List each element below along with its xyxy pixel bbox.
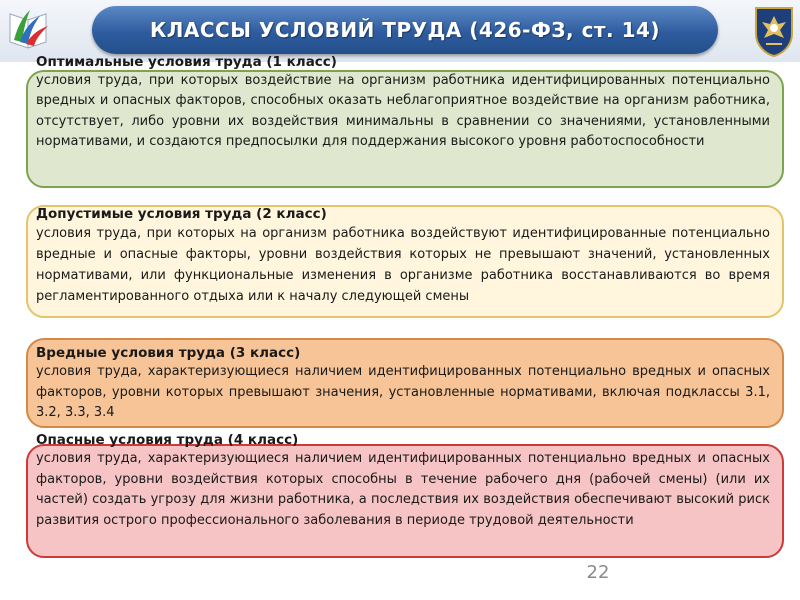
section-body: условия труда, характеризующиеся наличием идентифицированных потенциально вредных и опасных факторов, уровни которых превышают значения, установленные нормативами, включая подклассы 3.1, 3.2, 3.3, 3.4: [36, 364, 770, 420]
page-title: КЛАССЫ УСЛОВИЙ ТРУДА (426-ФЗ, ст. 14): [149, 18, 661, 42]
section-body: условия труда, характеризующиеся наличием идентифицированных потенциально вредных и опасных факторов, уровни воздействия которых способны в течение рабочего дня (рабочей смены) (или их частей) создать угрозу для жизни работника, а последствия их воздействия обеспечивают высокий риск развития острого профессионального заболевания в периоде трудовой деятельности: [36, 451, 770, 528]
section-harmful: [36, 345, 770, 424]
section-title: Опасные условия труда (4 класс): [36, 432, 299, 448]
section-dangerous: [36, 432, 770, 531]
section-permissible: [36, 206, 770, 307]
title-bar: [92, 6, 718, 54]
section-title: Оптимальные условия труда (1 класс): [36, 54, 337, 70]
book-flag-logo-icon: [4, 4, 52, 54]
section-body: условия труда, при которых на организм работника воздействуют идентифицированные потенциально вредные и опасные факторы, уровни воздействия которых не превышают значений, установленных нормативами, или функциональные изменения в организме работника восстанавливаются во время регламентированного отдыха или к началу следующей смены: [36, 226, 770, 304]
eagle-emblem-icon: [752, 4, 796, 58]
section-title: Вредные условия труда (3 класс): [36, 345, 301, 361]
section-title: Допустимые условия труда (2 класс): [36, 206, 327, 222]
section-body: условия труда, при которых воздействие на организм работника идентифицированных потенциально вредных и опасных факторов, способных оказать неблагоприятное воздействие на организм работника, отсутствует, либо уровни их воздействия минимальны в сравнении со значениями, установленными нормативами, и создаются предпосылки для поддержания высокого уровня работоспособности: [36, 73, 770, 150]
page-number: 22: [586, 562, 610, 583]
header: [0, 0, 800, 62]
section-optimal: [36, 54, 770, 153]
